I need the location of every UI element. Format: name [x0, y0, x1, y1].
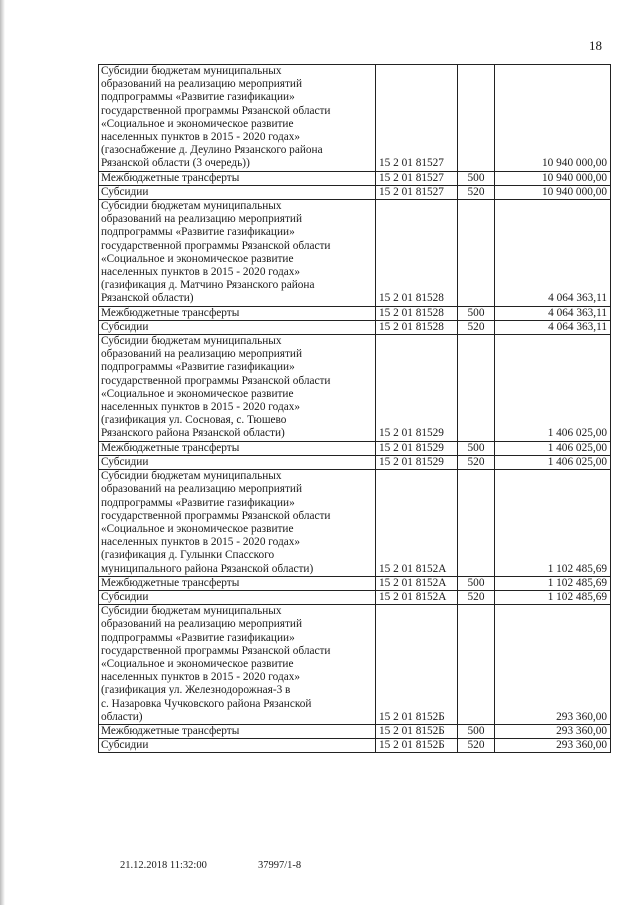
row-csr-cell: 15 2 01 81527 — [376, 65, 458, 172]
row-csr-cell: 15 2 01 81529 — [376, 455, 458, 469]
table-row — [99, 590, 611, 604]
row-amount-cell: 10 940 000,00 — [495, 65, 611, 172]
table-row — [99, 65, 611, 172]
row-amount-cell: 4 064 363,11 — [495, 320, 611, 334]
row-vr-cell: 500 — [458, 171, 495, 185]
row-vr-cell: 520 — [458, 590, 495, 604]
row-name-cell: Межбюджетные трансферты — [99, 724, 376, 738]
row-name-cell: Межбюджетные трансферты — [99, 306, 376, 320]
row-vr-cell — [458, 200, 495, 307]
row-name-cell: Межбюджетные трансферты — [99, 171, 376, 185]
row-name-cell: Межбюджетные трансферты — [99, 576, 376, 590]
row-vr-cell: 500 — [458, 724, 495, 738]
row-csr-cell: 15 2 01 8152Б — [376, 605, 458, 725]
row-csr-cell: 15 2 01 81527 — [376, 171, 458, 185]
footer-doc-code: 37997/1-8 — [258, 860, 302, 871]
row-csr-cell: 15 2 01 81527 — [376, 185, 458, 199]
table-row — [99, 306, 611, 320]
row-vr-cell — [458, 470, 495, 577]
row-csr-cell: 15 2 01 8152А — [376, 590, 458, 604]
row-vr-cell: 500 — [458, 441, 495, 455]
row-name-cell: Субсидии — [99, 455, 376, 469]
row-amount-cell: 1 102 485,69 — [495, 590, 611, 604]
row-vr-cell: 520 — [458, 455, 495, 469]
row-name-cell: Субсидии бюджетам муниципальных образований на реализацию мероприятий подпрограммы «Развитие газификации» государственной программы Рязанской области «Социальное и экономическое развитие населенных пунктов в 2015 - 2020 годах» (газификация ул. Железнодорожная-3 в с. Назаровка Чучковского района Рязанской области) — [99, 605, 376, 725]
row-csr-cell: 15 2 01 81528 — [376, 306, 458, 320]
row-csr-cell: 15 2 01 8152Б — [376, 739, 458, 753]
budget-table-body — [99, 65, 611, 753]
footer-datetime: 21.12.2018 11:32:00 — [120, 860, 207, 871]
table-row — [99, 739, 611, 753]
row-name-cell: Субсидии бюджетам муниципальных образований на реализацию мероприятий подпрограммы «Развитие газификации» государственной программы Рязанской области «Социальное и экономическое развитие населенных пунктов в 2015 - 2020 годах» (газоснабжение д. Деулино Рязанского района Рязанской области (3 очередь)) — [99, 65, 376, 172]
table-row — [99, 455, 611, 469]
row-vr-cell — [458, 605, 495, 725]
row-csr-cell: 15 2 01 81528 — [376, 200, 458, 307]
table-row — [99, 724, 611, 738]
row-amount-cell: 293 360,00 — [495, 724, 611, 738]
scan-edge-shadow — [0, 0, 5, 905]
row-vr-cell — [458, 65, 495, 172]
row-csr-cell: 15 2 01 81528 — [376, 320, 458, 334]
row-amount-cell: 1 102 485,69 — [495, 470, 611, 577]
table-row — [99, 185, 611, 199]
row-vr-cell: 500 — [458, 576, 495, 590]
budget-table — [98, 64, 611, 753]
table-row — [99, 335, 611, 442]
row-csr-cell: 15 2 01 8152Б — [376, 724, 458, 738]
row-amount-cell: 293 360,00 — [495, 605, 611, 725]
row-csr-cell: 15 2 01 8152А — [376, 470, 458, 577]
row-name-cell: Субсидии бюджетам муниципальных образований на реализацию мероприятий подпрограммы «Развитие газификации» государственной программы Рязанской области «Социальное и экономическое развитие населенных пунктов в 2015 - 2020 годах» (газификация ул. Сосновая, с. Тюшево Рязанского района Рязанской области) — [99, 335, 376, 442]
page-number: 18 — [589, 38, 602, 53]
row-amount-cell: 1 102 485,69 — [495, 576, 611, 590]
row-amount-cell: 1 406 025,00 — [495, 455, 611, 469]
row-vr-cell: 520 — [458, 185, 495, 199]
table-row — [99, 320, 611, 334]
row-csr-cell: 15 2 01 81529 — [376, 441, 458, 455]
row-amount-cell: 293 360,00 — [495, 739, 611, 753]
row-name-cell: Субсидии бюджетам муниципальных образований на реализацию мероприятий подпрограммы «Развитие газификации» государственной программы Рязанской области «Социальное и экономическое развитие населенных пунктов в 2015 - 2020 годах» (газификация д. Гулынки Спасского муниципального района Рязанской области) — [99, 470, 376, 577]
row-amount-cell: 1 406 025,00 — [495, 441, 611, 455]
row-vr-cell: 500 — [458, 306, 495, 320]
row-name-cell: Субсидии — [99, 739, 376, 753]
row-amount-cell: 4 064 363,11 — [495, 306, 611, 320]
row-name-cell: Межбюджетные трансферты — [99, 441, 376, 455]
table-row — [99, 576, 611, 590]
table-row — [99, 441, 611, 455]
row-amount-cell: 10 940 000,00 — [495, 171, 611, 185]
row-name-cell: Субсидии бюджетам муниципальных образований на реализацию мероприятий подпрограммы «Развитие газификации» государственной программы Рязанской области «Социальное и экономическое развитие населенных пунктов в 2015 - 2020 годах» (газификация д. Матчино Рязанского района Рязанской области) — [99, 200, 376, 307]
row-amount-cell: 1 406 025,00 — [495, 335, 611, 442]
table-row — [99, 470, 611, 577]
table-row — [99, 200, 611, 307]
row-csr-cell: 15 2 01 81529 — [376, 335, 458, 442]
row-vr-cell: 520 — [458, 320, 495, 334]
row-amount-cell: 4 064 363,11 — [495, 200, 611, 307]
row-name-cell: Субсидии — [99, 590, 376, 604]
row-name-cell: Субсидии — [99, 185, 376, 199]
row-vr-cell — [458, 335, 495, 442]
row-csr-cell: 15 2 01 8152А — [376, 576, 458, 590]
row-vr-cell: 520 — [458, 739, 495, 753]
row-name-cell: Субсидии — [99, 320, 376, 334]
row-amount-cell: 10 940 000,00 — [495, 185, 611, 199]
table-row — [99, 171, 611, 185]
table-row — [99, 605, 611, 725]
